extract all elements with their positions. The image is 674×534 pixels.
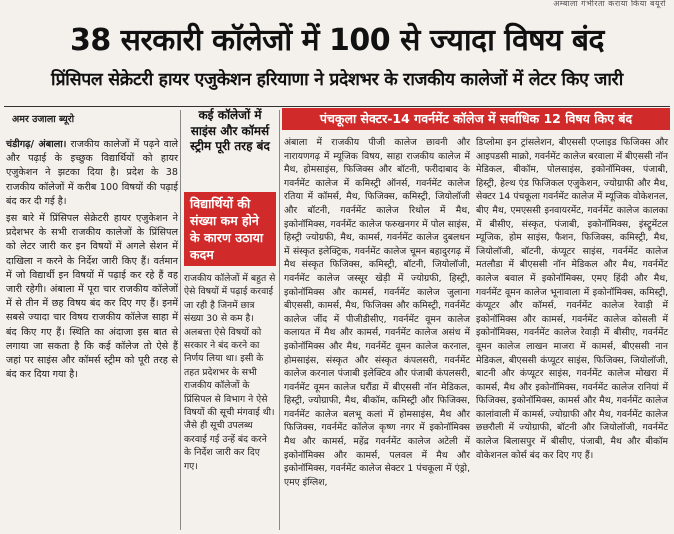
divider [4, 106, 670, 107]
paragraph-1 [6, 138, 178, 209]
paragraph-1-text: राजकीय कालेजों में पढ़ने वाले और पढ़ाई के इच्छुक विद्यार्थियों को हायर एजुकेशन ने झटका दिया है। प्रदेश के 38 राजकीय कॉलेजों में करीब 100 विषयों की पढ़ाई बंद कर दी गई है। [6, 139, 179, 207]
red-banner-heading: पंचकूला सेक्टर-14 गवर्नमेंट कॉलेज में सर्वाधिक 12 विषय किए बंद [282, 108, 670, 130]
column-separator [279, 110, 280, 530]
column-separator [180, 110, 181, 530]
article-column-1 [6, 138, 178, 385]
dateline: चंडीगढ़/ अंबाला। [6, 139, 67, 150]
sidebox-heading: कई कॉलेजों में साइंस और कॉमर्स स्ट्रीम पूरी तरह बंद [190, 108, 270, 153]
sidebox-body: राजकीय कॉलेजों में बहुत से ऐसे विषयों में पढ़ाई करवाई जा रही है जिनमें छात्र संख्या 30 से कम है। अलबत्ता ऐसे विषयों को सरकार ने बंद करने का निर्णय लिया था। इसी के तहत प्रदेशभर के सभी राजकीय कॉलेजों के प्रिंसिपल से विभाग ने ऐसे विषयों की सूची मंगवाई थी। जैसे ही सूची उपलब्ध करवाई गई उन्हें बंद करने के निर्देश जारी कर दिए गए। [184, 273, 276, 472]
subjects-list-column-1: अंबाला में राजकीय पीजी कालेज छावनी और नारायणगढ़ में म्यूजिक विषय, साहा राजकीय कालेज में मैथ, होमसाइंस, फिजिक्स और बॉटनी, फरीदाबाद के गवर्नमेंट कालेज में कमिस्ट्री ऑनर्स, गवर्नमेंट कालेज रतिया में कॉमर्स, मैथ, फिजिक्स, कमिस्ट्री, जियोलॉजी और बॉटनी, गवर्नमेंट कालेज रिथोल में मैथ, इकोनॉमिक्स, गवर्नमेंट कालेज फरुखनगर में पोल साइंस, हिस्ट्री ज्योग्रफी, मैथ, कामर्स, गवर्नमेंट कालेज दुबलधन में संस्कृत इलेक्ट्रिक, गवर्नमेंट कालेज चूमन बहादुरगढ़ में मैथ संस्कृत फिजिक्स, कमिस्ट्री, बॉटनी, जियोलॉजी, गवर्नमेंट कालेज जस्सूर खेड़ी में ज्योग्रफी, हिस्ट्री, इकोनॉमिक्स और कामर्स, गवर्नमेंट कालेज जुलाना बीएससी, कामर्स, मैथ, फिजिक्स और कमिस्ट्री, गवर्नमेंट कालेज जींद में पीजीडीसीए, गवर्नमेंट वूमन कालेज कलायत में मैथ और कामर्स, गवर्नमेंट कालेज असंध में इकोनॉमिक्स और मैथ, गवर्नमेंट वूमन कालेज करनाल, होमसाइंस, संस्कृत और संस्कृत कंपलसरी, गवर्नमेंट कालेज करनाल पंजाबी इलेक्टिव और पंजाबी कंपलसरी, गवर्नमेंट वूमन कालेज घरौंडा में बीएससी नॉन मेडिकल, हिस्ट्री, ज्योग्राफी, मैथ, बीकॉम, कमिस्ट्री और फिजिक्स, गवर्नमेंट कालेज बलभू कलां में होमसाइंस, मैथ और फिजिक्स, गवर्नमेंट कॉलेज कृष्ण नगर में इकोनॉमिक्स मैथ और कामर्स, महेंद्र गवर्नमेंट कालेज अटेली में इकोनॉमिक्स और कामर्स, पलवल में मैथ और इकोनॉमिक्स, गवर्नमेंट कालेज सेक्टर 1 पंचकूला में एंड्रो, एमए इंग्लिश, [284, 137, 470, 488]
headline: 38 सरकारी कॉलेजों में 100 से ज्यादा विषय बंद [69, 23, 604, 58]
top-strip [0, 0, 674, 12]
paragraph-2: इस बारे में प्रिंसिपल सेक्रेटरी हायर एजुकेशन ने प्रदेशभर के सभी राजकीय कालेजों के प्रिंसिपल को लेटर जारी कर इन विषयों में अगले सेशन में दाखिला न करने के निर्देश जारी किए हैं। वर्तमान में जो विद्यार्थी इन विषयों में पढ़ाई कर रहे हैं वह जारी रहेगी। अंबाला में पूरा चार राजकीय कॉलेजों में से तीन में छह विषय बंद कर दिए गए हैं। इनमें सबसे ज्यादा चार विषय राजकीय कॉलेज साहा में बंद किए गए हैं। स्थिति का अंदाजा इस बात से लगाया जा सकता है कि कई कॉलेज तो ऐसे हैं जहां पर साइंस और कॉमर्स स्ट्रीम को पूरी तरह से बंद कर दिया गया है। [6, 213, 178, 381]
sidebox-red-callout: विद्यार्थियों की संख्या कम होने के कारण उठाया कदम [184, 192, 276, 266]
byline: अमर उजाला ब्यूरो [12, 114, 75, 125]
subjects-list-column-2: डिप्लोमा इन ट्रांसलेशन, बीएससी एप्लाइड फिजिक्स और आइपडसी माक्रो, गवर्नमेंट कालेज बरवाला में बीएससी नॉन मेडिकल, बीकॉम, पोलसाइंस, इकोनॉमिक्स, पंजाबी, हिस्ट्री, हेल्थ एंड फिजिकल एजुकेशन, ज्योग्राफी और मैथ, सेक्टर 14 पंचकूला गवर्नमेंट कालेज में म्यूजिक वोकेशनल, बीए मैथ, एमएससी इनवायरमेंट, गवर्नमेंट कालेज कालका में बीसीए, संस्कृत, पंजाबी, इकोनॉमिक्स, इंस्ट्रूमेंटल म्यूजिक, होम साइंस, फैशन, फिजिक्स, कमिस्ट्री, मैथ, जियोलॉजी, बॉटनी, कंप्यूटर साइंस, गवर्नमेंट कालेज मतलौडा में बीएससी नॉन मेडिकल और मैथ, गवर्नमेंट कालेज बवाल में इकोनॉमिक्स, एमए हिंदी और मैथ, गवर्नमेंट वूमन कालेज भूनावाला में इकोनॉमिक्स, कमिस्ट्री, कंप्यूटर और कॉमर्स, गवर्नमेंट कालेज रेवाड़ी में इकोनॉमिक्स और कामर्स, गवर्नमेंट कालेज कोसली में इकोनॉमिक्स, गवर्नमेंट कालेज रेवाड़ी में बीसीए, गवर्नमेंट वूमन कालेज लाखन माजरा में कामर्स, बीएससी नान मेडिकल, बीएससी कंप्यूटर साइंस, फिजिक्स, जियोलॉजी, बाटनी और कंप्यूटर साइंस, गवर्नमेंट कालेज मोखरा में कामर्स, मैथ और इकोनॉमिक्स, गवर्नमेंट कालेज रानियां में फिजिक्स, इकोनॉमिक्स, कामर्स और मैथ, गवर्नमेंट कालेज कालांवाली में कामर्स, ज्योग्राफी और मैथ, गवर्नमेंट कालेज छछरौली में ज्योग्राफी, बॉटनी और जियोलॉजी, गवर्नमेंट कालेज बिलासपुर में बीसीए, पंजाबी, मैथ और बीकॉम वोकेशनल कोर्स बंद कर दिए गए हैं। [476, 137, 668, 461]
clipped-text: अम्बाला गंभीरता कराया किया बयूरो [553, 0, 666, 8]
subheadline: प्रिंसिपल सेक्रेटरी हायर एजुकेशन हरियाणा ने प्रदेशभर के राजकीय कालेजों में लेटर किए जारी [51, 70, 623, 90]
